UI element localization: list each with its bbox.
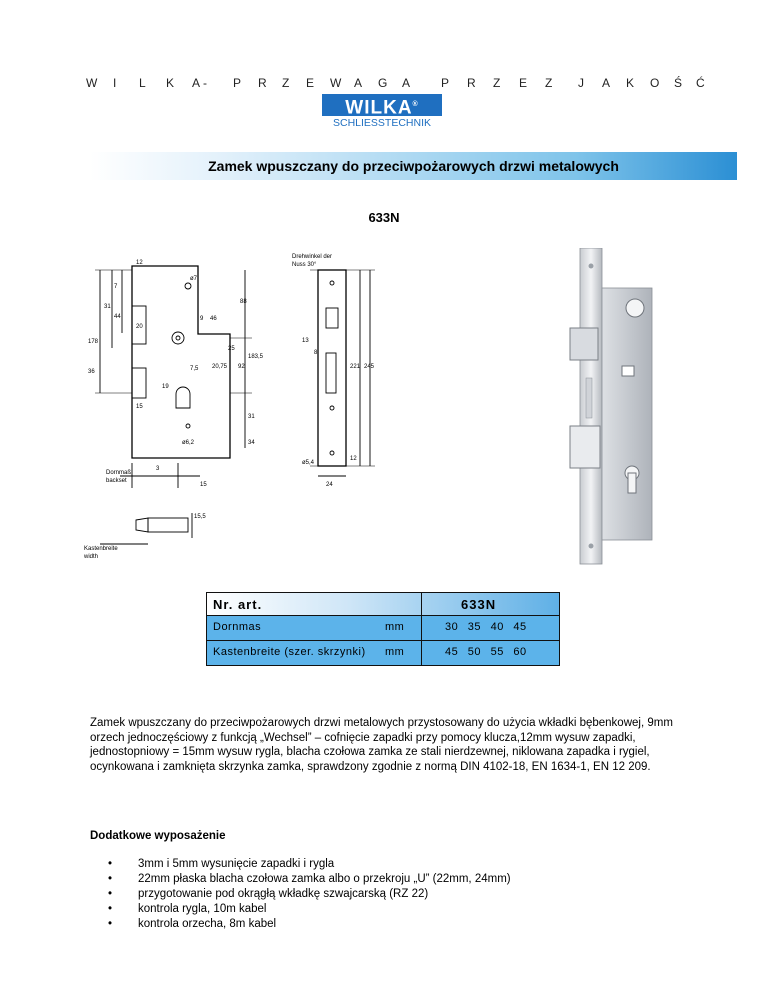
column-divider [421,641,422,665]
tagline-letter: I [113,76,117,90]
label-drehwinkel-2: Nuss 30° [292,262,317,268]
dim-label: 183,5 [248,354,264,360]
row-label: Dornmas [213,621,262,633]
header-model: 633N [461,597,497,612]
dim-label: 13 [302,338,309,344]
tagline-letter: A [354,76,363,90]
dim-label: 88 [240,299,247,305]
tagline-letter: R [258,76,267,90]
spec-table [206,592,560,666]
tagline-letter: Z [282,76,290,90]
tagline-letter: Ć [696,76,705,90]
label-drehwinkel-1: Drehwinkel der [292,254,333,260]
list-item: • 3mm i 5mm wysunięcie zapadki i rygla [108,857,511,872]
dim-label: 221 [350,364,361,370]
tagline-letter: E [306,76,315,90]
dim-label: 31 [104,304,111,310]
extras-list [108,857,511,932]
dim-label: 7 [114,284,118,290]
label-dornmass: Dornmaß [106,470,132,476]
page-title: Zamek wpuszczany do przeciwpożarowych drzwi metalowych [208,158,619,174]
tagline-letter: Z [545,76,553,90]
tagline-letter: W [86,76,98,90]
tagline-letter: A [192,76,201,90]
logo-wordmark [322,94,442,119]
dim-label: 15,5 [194,514,206,520]
title-banner [90,152,737,180]
list-item: • kontrola rygla, 10m kabel [108,902,511,917]
product-description [90,716,690,774]
list-item: • kontrola orzecha, 8m kabel [108,917,511,932]
logo-text: WILKA [345,97,413,119]
tagline-letter: O [650,76,660,90]
dim-label: 245 [364,364,375,370]
tagline-letter: P [233,76,242,90]
dim-label: 34 [248,440,255,446]
tagline-letter: A [602,76,611,90]
logo-subtitle: SCHLIESSTECHNIK [332,117,432,129]
description-text: Zamek wpuszczany do przeciwpożarowych drzwi metalowych przystosowany do użycia wkładki bębenkowej, 9mm orzech jednoczęściowy z funkcją „Wechsel” – cofnięcie zapadki przy pomocy klucza,12mm wysuw zapadki, jednostopniowy = 15mm wysuw rygla, blacha czołowa zamka ze stali nierdzewnej, niklowana zapadka i rygiel, ocynkowana i zamknięta skrzynka zamka, sprawdzony zgodnie z normą DIN 4102-18, EN 1634-1, EN 12 209. [90,717,673,773]
extras-heading: Dodatkowe wyposażenie [90,830,226,842]
table-row [206,616,560,641]
row-unit: mm [385,621,405,633]
tagline-letter: G [378,76,388,90]
dim-label: 15 [136,404,143,410]
row-label: Kastenbreite (szer. skrzynki) [213,646,366,658]
tagline-letter: R [467,76,476,90]
wilka-logo [322,94,442,134]
tagline-letter: E [519,76,528,90]
technical-drawing [80,248,380,568]
label-width: width [84,554,99,560]
registered-mark: ® [412,101,419,108]
dim-label: 9 [200,316,204,322]
dim-label: 19 [162,384,169,390]
lock-product-photo [560,248,670,566]
tagline-letter: W [330,76,342,90]
dim-label: 3 [156,466,160,472]
dim-label: 15 [200,482,207,488]
dim-label: 20 [136,324,143,330]
tagline-letter: Z [493,76,501,90]
dim-label: 44 [114,314,121,320]
tagline-letter: L [139,76,146,90]
dim-label: 31 [248,414,255,420]
dim-label: 24 [326,482,333,488]
tagline-letter: - [203,76,207,90]
tagline-letter: Ś [674,76,683,90]
table-row [206,641,560,666]
tagline-letter: J [578,76,584,90]
dim-label: 8 [314,350,318,356]
spec-table-header [206,592,560,616]
tagline [86,76,705,92]
tagline-letter: K [166,76,175,90]
dim-label: 46 [210,316,217,322]
dim-label: 20,75 [212,364,228,370]
model-number: 633N [368,210,400,225]
column-divider [421,616,422,640]
label-kastenbreite: Kastenbreite [84,546,118,552]
tagline-letter: A [402,76,411,90]
label-phi5-4: ø5,4 [302,460,315,466]
label-backset: backset [106,478,127,484]
tagline-letter: P [441,76,450,90]
row-values: 45 50 55 60 [445,646,527,658]
dim-label: 25 [228,346,235,352]
label-phi7: ø7 [190,276,198,282]
dim-label: 12 [350,456,357,462]
dim-label: 12 [136,260,143,266]
header-article-label: Nr. art. [213,597,263,612]
list-item: • przygotowanie pod okrągłą wkładkę szwajcarską (RZ 22) [108,887,511,902]
label-phi6-2: ø6,2 [182,440,195,446]
row-unit: mm [385,646,405,658]
dim-label: 36 [88,369,95,375]
tagline-letter: K [626,76,635,90]
dim-label: 92 [238,364,245,370]
dim-label: 7,5 [190,366,199,372]
list-item: • 22mm płaska blacha czołowa zamka albo o przekroju „U” (22mm, 24mm) [108,872,511,887]
column-divider [421,593,422,615]
dim-label: 178 [88,339,99,345]
row-values: 30 35 40 45 [445,621,527,633]
